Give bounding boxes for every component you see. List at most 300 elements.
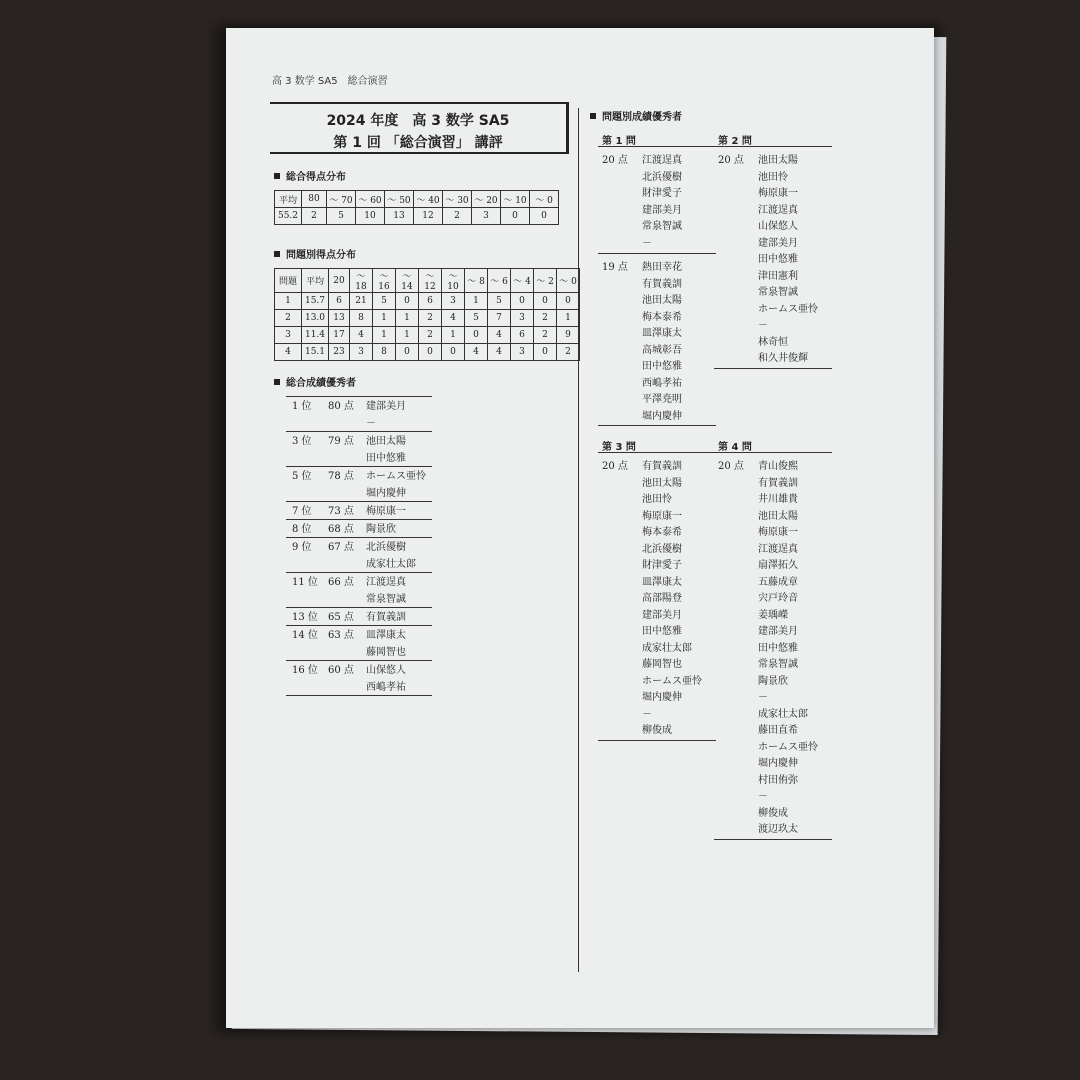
list-item <box>598 151 716 168</box>
table-cell: 1 <box>373 327 396 344</box>
table-cell: 5 <box>373 293 396 310</box>
student-name: 池田怜 <box>758 171 788 183</box>
list-item <box>598 474 716 491</box>
student-name: 江渡逞真 <box>758 204 798 216</box>
list-item <box>598 201 716 218</box>
list-item <box>598 523 716 540</box>
table-cell: 0 <box>442 344 465 361</box>
list-item <box>714 606 832 623</box>
table-header-cell: ～ 12 <box>419 269 442 293</box>
student-name: － <box>366 418 376 429</box>
student-name: 建部美月 <box>642 204 682 216</box>
table-cell: 13.0 <box>302 310 329 327</box>
list-item <box>598 622 716 639</box>
student-name: 財津愛子 <box>642 188 682 199</box>
student-name: 山保悠人 <box>366 665 406 676</box>
list-item <box>286 555 432 572</box>
table-cell: 9 <box>557 327 580 344</box>
square-bullet-icon <box>274 379 280 385</box>
list-item <box>598 672 716 689</box>
table-cell: 0 <box>501 208 530 225</box>
problem-score-table <box>274 268 580 361</box>
section-label: 総合得点分布 <box>286 172 346 183</box>
student-name: 北浜優樹 <box>642 171 682 183</box>
table-cell: 2 <box>557 344 580 361</box>
points-label: 78 点 <box>328 471 354 482</box>
list-item <box>714 771 832 788</box>
table-row <box>275 293 580 310</box>
table-header-row <box>275 269 580 293</box>
student-name: ホームス亜怜 <box>366 471 426 482</box>
score-label: 20 点 <box>718 155 744 166</box>
list-item <box>598 168 716 185</box>
student-name: 建部美月 <box>366 401 406 412</box>
student-name: 有賀義訓 <box>642 461 682 472</box>
list-item <box>286 608 432 625</box>
table-cell: 6 <box>511 327 534 344</box>
table-row <box>275 344 580 361</box>
list-item <box>598 705 716 722</box>
problem-1-ranking <box>598 132 716 426</box>
student-name: 藤岡智也 <box>642 659 682 670</box>
student-name: 常泉智誠 <box>758 659 798 670</box>
table-header-cell: ～ 40 <box>414 191 443 208</box>
list-item <box>714 639 832 656</box>
table-header-cell: 80 <box>302 191 327 208</box>
table-cell: 2 <box>275 310 302 327</box>
student-name: 池田太陽 <box>642 295 682 306</box>
student-name: 堀内慶伸 <box>642 410 682 422</box>
score-label: 19 点 <box>602 262 628 273</box>
student-name: 池田太陽 <box>366 436 406 447</box>
problem-3-ranking <box>598 438 716 741</box>
table-header-cell: 問題 <box>275 269 302 293</box>
table-header-cell: ～ 8 <box>465 269 488 293</box>
student-name: 皿澤康太 <box>642 328 682 339</box>
section-problem-distribution <box>274 246 356 261</box>
points-label: 66 点 <box>328 577 354 588</box>
list-item <box>286 432 432 449</box>
student-name: 常泉智誠 <box>642 221 682 232</box>
student-name: 井川雄貴 <box>758 494 798 505</box>
list-item <box>714 316 832 333</box>
table-cell: 15.7 <box>302 293 329 310</box>
score-label: 20 点 <box>718 461 744 472</box>
points-label: 60 点 <box>328 665 354 676</box>
table-cell: 5 <box>327 208 356 225</box>
points-label: 63 点 <box>328 630 354 641</box>
list-item <box>286 590 432 607</box>
rule-line <box>598 425 716 426</box>
student-name: － <box>758 791 768 802</box>
list-item <box>714 201 832 218</box>
list-item <box>714 754 832 771</box>
student-name: 和久井俊輝 <box>758 353 808 364</box>
section-label: 問題別成績優秀者 <box>602 112 682 123</box>
student-name: 林奇恒 <box>758 336 788 348</box>
list-item <box>598 490 716 507</box>
table-header-row <box>275 191 559 208</box>
student-name: 津田憲利 <box>758 270 798 282</box>
list-item <box>286 573 432 590</box>
list-item <box>714 507 832 524</box>
student-name: 青山俊熙 <box>758 461 798 472</box>
student-name: 梅原康一 <box>758 527 798 538</box>
list-item <box>714 267 832 284</box>
table-cell: 4 <box>488 327 511 344</box>
list-item <box>714 787 832 804</box>
problem-2-ranking <box>714 132 832 369</box>
student-name: 池田太陽 <box>758 155 798 166</box>
list-item <box>598 374 716 391</box>
table-row <box>275 310 580 327</box>
table-header-cell: ～ 6 <box>488 269 511 293</box>
points-label: 65 点 <box>328 612 354 623</box>
square-bullet-icon <box>590 113 596 119</box>
points-label: 68 点 <box>328 524 354 535</box>
student-name: ホームス亜怜 <box>758 303 818 315</box>
student-name: ホームス亜怜 <box>642 675 702 687</box>
rank-label: 9 位 <box>292 542 312 553</box>
list-item <box>286 538 432 555</box>
list-item <box>286 397 432 414</box>
points-label: 80 点 <box>328 401 354 412</box>
square-bullet-icon <box>274 251 280 257</box>
table-cell: 1 <box>396 310 419 327</box>
rule-line <box>714 839 832 840</box>
student-name: 池田太陽 <box>642 477 682 489</box>
student-name: 梅原康一 <box>642 510 682 522</box>
table-cell: 12 <box>414 208 443 225</box>
student-name: 梅原康一 <box>758 188 798 199</box>
list-item <box>714 217 832 234</box>
table-cell: 1 <box>373 310 396 327</box>
list-item <box>598 341 716 358</box>
rank-label: 14 位 <box>292 630 318 641</box>
table-header-cell: ～ 18 <box>350 269 373 293</box>
list-item <box>286 449 432 466</box>
table-header-cell: ～ 10 <box>501 191 530 208</box>
list-item <box>598 589 716 606</box>
table-cell: 3 <box>511 310 534 327</box>
square-bullet-icon <box>274 173 280 179</box>
table-cell: 6 <box>329 293 350 310</box>
student-name: 堀内慶伸 <box>758 758 798 769</box>
list-item <box>598 357 716 374</box>
list-item <box>598 217 716 234</box>
student-name: 柳俊成 <box>642 725 672 736</box>
problem-heading: 第 1 問 <box>602 136 636 147</box>
table-cell: 4 <box>465 344 488 361</box>
list-item <box>286 678 432 695</box>
student-name: 村田侑弥 <box>758 774 798 786</box>
list-item <box>714 655 832 672</box>
table-cell: 0 <box>511 293 534 310</box>
table-cell: 0 <box>419 344 442 361</box>
table-cell: 1 <box>557 310 580 327</box>
table-cell: 0 <box>396 293 419 310</box>
score-label: 20 点 <box>602 155 628 166</box>
section-label: 総合成績優秀者 <box>286 378 356 389</box>
table-cell: 10 <box>356 208 385 225</box>
student-name: 常泉智誠 <box>366 594 406 605</box>
list-item <box>598 573 716 590</box>
table-header-cell: ～ 20 <box>472 191 501 208</box>
table-header-cell: ～ 50 <box>385 191 414 208</box>
rule-line <box>286 695 432 696</box>
list-item <box>598 275 716 292</box>
student-name: 五藤成章 <box>758 576 798 588</box>
table-cell: 1 <box>465 293 488 310</box>
list-item <box>598 234 716 251</box>
student-name: 陶景欣 <box>366 524 396 535</box>
table-header-cell: 20 <box>329 269 350 293</box>
list-item <box>714 474 832 491</box>
list-item <box>714 151 832 168</box>
title-line-2: 第 1 回 「総合演習」 講評 <box>333 135 503 151</box>
list-item <box>286 520 432 537</box>
table-header-cell: ～ 14 <box>396 269 419 293</box>
list-item <box>714 705 832 722</box>
section-problem-ranking <box>590 108 682 123</box>
student-name: 成家壮太郎 <box>642 642 692 654</box>
table-cell: 15.1 <box>302 344 329 361</box>
student-name: 有賀義訓 <box>366 612 406 623</box>
table-cell: 0 <box>534 344 557 361</box>
list-item <box>598 721 716 738</box>
total-ranking-list <box>286 396 432 696</box>
rank-label: 3 位 <box>292 436 312 447</box>
student-name: 江渡逞真 <box>366 577 406 588</box>
list-item <box>714 490 832 507</box>
table-cell: 13 <box>385 208 414 225</box>
list-item <box>714 672 832 689</box>
table-row <box>275 327 580 344</box>
student-name: － <box>758 692 768 703</box>
student-name: 梅本泰希 <box>642 527 682 538</box>
list-item <box>598 688 716 705</box>
student-name: 高部陽登 <box>642 593 682 604</box>
list-item <box>714 573 832 590</box>
list-item <box>286 643 432 660</box>
rank-label: 8 位 <box>292 524 312 535</box>
list-item <box>714 589 832 606</box>
table-header-cell: ～ 10 <box>442 269 465 293</box>
table-cell: 0 <box>465 327 488 344</box>
student-name: 宍戸玲音 <box>758 593 798 604</box>
column-divider <box>578 108 579 972</box>
problem-4-ranking <box>714 438 832 840</box>
document-page <box>226 28 934 1028</box>
table-cell: 2 <box>534 327 557 344</box>
list-item <box>598 324 716 341</box>
list-item <box>598 291 716 308</box>
student-name: 藤田直希 <box>758 725 798 736</box>
student-name: 財津愛子 <box>642 560 682 571</box>
score-label: 20 点 <box>602 461 628 472</box>
student-name: 梅本泰希 <box>642 311 682 323</box>
table-cell: 3 <box>472 208 501 225</box>
rank-label: 11 位 <box>292 577 318 588</box>
list-item <box>598 457 716 474</box>
table-header-cell: ～ 60 <box>356 191 385 208</box>
total-score-table <box>274 190 559 225</box>
list-item <box>714 250 832 267</box>
list-item <box>714 333 832 350</box>
student-name: 陶景欣 <box>758 675 788 687</box>
student-name: ホームス亜怜 <box>758 741 818 753</box>
student-name: 藤岡智也 <box>366 647 406 658</box>
student-name: 堀内慶伸 <box>366 488 406 499</box>
list-item <box>714 349 832 366</box>
points-label: 73 点 <box>328 506 354 517</box>
table-cell: 4 <box>275 344 302 361</box>
list-item <box>598 540 716 557</box>
title-box <box>270 102 569 154</box>
student-name: 田中悠雅 <box>642 626 682 637</box>
student-name: 成家壮太郎 <box>366 559 416 570</box>
student-name: 江渡逞真 <box>642 155 682 166</box>
student-name: 建部美月 <box>642 609 682 621</box>
rule-line <box>598 253 716 254</box>
section-total-ranking <box>274 374 356 389</box>
rank-label: 7 位 <box>292 506 312 517</box>
list-item <box>714 457 832 474</box>
table-cell: 4 <box>442 310 465 327</box>
list-item <box>714 523 832 540</box>
list-item <box>714 540 832 557</box>
table-cell: 11.4 <box>302 327 329 344</box>
student-name: 建部美月 <box>758 626 798 637</box>
student-name: 江渡逞真 <box>758 543 798 555</box>
list-item <box>598 390 716 407</box>
list-item <box>286 626 432 643</box>
table-cell: 23 <box>329 344 350 361</box>
table-header-cell: 平均 <box>302 269 329 293</box>
list-item <box>598 407 716 424</box>
list-item <box>714 622 832 639</box>
table-header-cell: ～ 4 <box>511 269 534 293</box>
table-cell: 21 <box>350 293 373 310</box>
student-name: 常泉智誠 <box>758 287 798 298</box>
list-item <box>286 414 432 431</box>
problem-heading: 第 4 問 <box>718 442 752 453</box>
list-item <box>598 606 716 623</box>
list-item <box>714 820 832 837</box>
list-item <box>714 168 832 185</box>
table-cell: 13 <box>329 310 350 327</box>
student-name: 北浜優樹 <box>642 543 682 555</box>
student-name: 渡辺玖太 <box>758 824 798 835</box>
table-cell: 2 <box>419 310 442 327</box>
table-cell: 0 <box>396 344 419 361</box>
student-name: 梅原康一 <box>366 506 406 517</box>
student-name: 熱田幸花 <box>642 262 682 273</box>
points-label: 79 点 <box>328 436 354 447</box>
table-cell: 1 <box>396 327 419 344</box>
list-item <box>598 556 716 573</box>
student-name: 皿澤康太 <box>366 630 406 641</box>
table-cell: 0 <box>557 293 580 310</box>
table-cell: 3 <box>442 293 465 310</box>
student-name: 有賀義訓 <box>758 477 798 489</box>
table-header-cell: ～ 2 <box>534 269 557 293</box>
student-name: 柳俊成 <box>758 807 788 819</box>
student-name: － <box>642 237 652 249</box>
student-name: 田中悠雅 <box>758 642 798 654</box>
list-item <box>714 234 832 251</box>
list-item <box>714 738 832 755</box>
rule-line <box>598 740 716 741</box>
list-item <box>714 804 832 821</box>
list-item <box>598 184 716 201</box>
table-cell: 7 <box>488 310 511 327</box>
list-item <box>286 502 432 519</box>
table-header-cell: 平均 <box>275 191 302 208</box>
points-label: 67 点 <box>328 542 354 553</box>
student-name: － <box>758 320 768 331</box>
list-item <box>286 661 432 678</box>
table-cell: 8 <box>373 344 396 361</box>
table-cell: 4 <box>350 327 373 344</box>
list-item <box>714 184 832 201</box>
table-cell: 0 <box>530 208 559 225</box>
student-name: 西嶋孝祐 <box>642 377 682 389</box>
list-item <box>598 308 716 325</box>
student-name: 田中悠雅 <box>366 453 406 464</box>
table-cell: 5 <box>488 293 511 310</box>
student-name: 西嶋孝祐 <box>366 682 406 693</box>
table-cell: 0 <box>534 293 557 310</box>
student-name: 田中悠雅 <box>758 254 798 265</box>
rank-label: 1 位 <box>292 401 312 412</box>
student-name: 成家壮太郎 <box>758 708 808 720</box>
section-total-distribution <box>274 168 346 183</box>
list-item <box>714 300 832 317</box>
student-name: 姜瑀嶸 <box>758 609 788 621</box>
table-header-cell: ～ 0 <box>557 269 580 293</box>
student-name: 田中悠雅 <box>642 361 682 372</box>
student-name: 皿澤康太 <box>642 576 682 588</box>
table-cell: 17 <box>329 327 350 344</box>
table-cell: 6 <box>419 293 442 310</box>
student-name: 山保悠人 <box>758 221 798 232</box>
list-item <box>598 507 716 524</box>
section-label: 問題別得点分布 <box>286 250 356 261</box>
table-cell: 1 <box>275 293 302 310</box>
rank-label: 16 位 <box>292 665 318 676</box>
table-cell: 3 <box>275 327 302 344</box>
rank-label: 5 位 <box>292 471 312 482</box>
rule-line <box>714 368 832 369</box>
table-cell: 2 <box>534 310 557 327</box>
student-name: 池田太陽 <box>758 510 798 522</box>
problem-heading: 第 3 問 <box>602 442 636 453</box>
table-header-cell: ～ 0 <box>530 191 559 208</box>
table-cell: 3 <box>511 344 534 361</box>
table-cell: 2 <box>443 208 472 225</box>
list-item <box>286 467 432 484</box>
table-cell: 2 <box>302 208 327 225</box>
table-cell: 55.2 <box>275 208 302 225</box>
table-cell: 2 <box>419 327 442 344</box>
student-name: 池田怜 <box>642 494 672 505</box>
table-header-cell: ～ 30 <box>443 191 472 208</box>
student-name: 扇澤拓久 <box>758 560 798 571</box>
student-name: 有賀義訓 <box>642 278 682 290</box>
list-item <box>598 258 716 275</box>
list-item <box>714 283 832 300</box>
